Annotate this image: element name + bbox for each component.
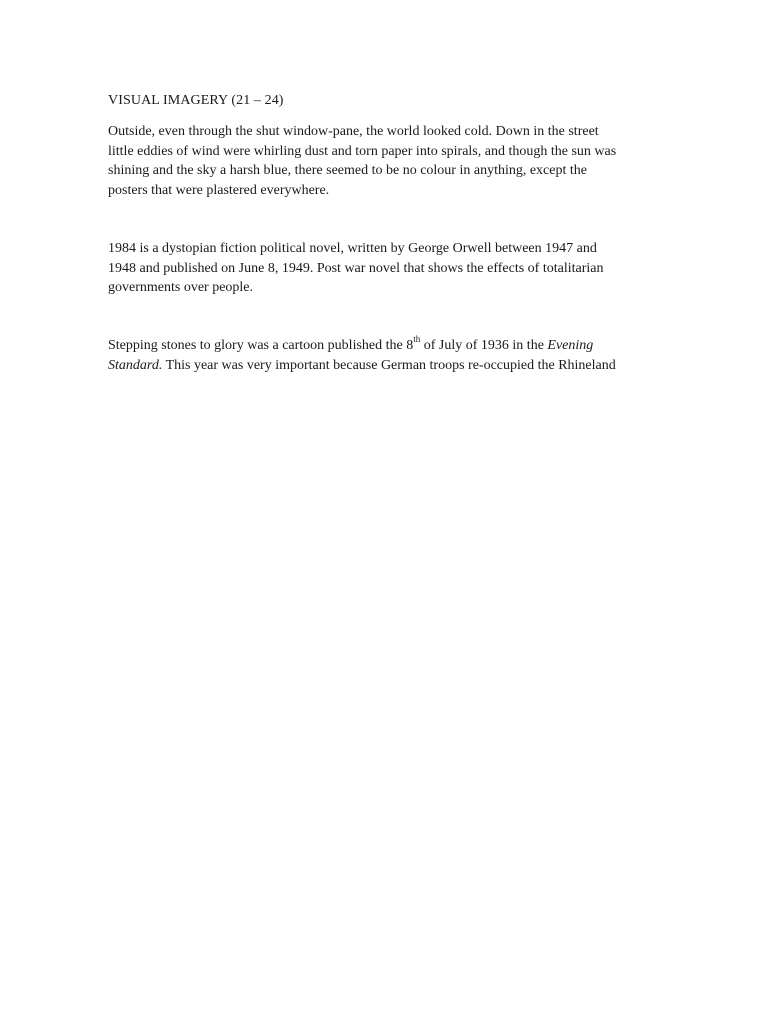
paragraph-cartoon-description [108,336,668,375]
paragraph-line: little eddies of wind were whirling dust and torn paper into spirals, and though the sun was [108,143,617,159]
publication-title-italic: Evening [547,338,594,353]
paragraph-line [108,336,668,356]
paragraph-line: governments over people. [108,280,254,296]
publication-title-italic: Standard. [108,357,163,373]
text-run: Stepping stones to glory was a cartoon published the 8 [108,338,414,353]
ordinal-superscript: th [413,334,421,345]
paragraph-visual-imagery-quote [108,122,668,201]
section-heading: VISUAL IMAGERY (21 – 24) [108,93,284,108]
paragraph-line: shining and the sky a harsh blue, there seemed to be no colour in anything, except the [108,163,587,179]
text-run: This year was very important because German troops re-occupied the Rhineland [162,357,616,373]
paragraph-line: posters that were plastered everywhere. [108,183,330,199]
paragraph-line: Outside, even through the shut window-pane, the world looked cold. Down in the street [108,124,599,139]
paragraph-line: 1984 is a dystopian fiction political novel, written by George Orwell between 1947 and [108,241,597,256]
paragraph-novel-description [108,239,668,298]
paragraph-line: 1948 and published on June 8, 1949. Post war novel that shows the effects of totalitarian [108,260,604,276]
paragraph-line [108,356,668,376]
text-run: of July of 1936 in the [420,338,548,353]
